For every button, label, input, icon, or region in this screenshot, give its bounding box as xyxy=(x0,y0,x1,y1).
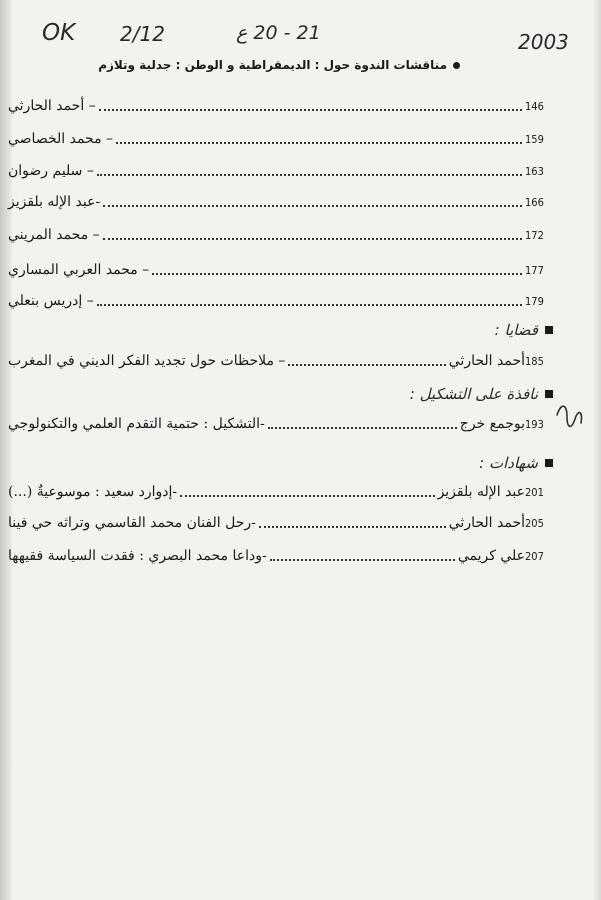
handwritten-issue-number: 2/12 xyxy=(120,22,165,46)
toc-entry xyxy=(8,289,553,313)
entry-page: 201 xyxy=(525,485,544,499)
section-heading-nafida xyxy=(410,385,553,403)
entry-page: 166 xyxy=(525,195,544,209)
entry-title: – أحمد الحارثي xyxy=(8,98,96,114)
entry-title: – سليم رضوان xyxy=(8,163,94,179)
bullet-icon xyxy=(453,62,460,69)
toc-entry xyxy=(8,480,553,504)
toc-entry xyxy=(8,94,553,118)
running-head-text: مناقشات الندوة حول : الديمقراطية و الوطن : جدلية وتلازم xyxy=(98,58,447,72)
square-bullet-icon xyxy=(545,326,553,334)
section-heading-qadaya xyxy=(495,321,553,339)
toc-entry xyxy=(8,223,553,247)
section-label: نافذة على التشكيل : xyxy=(409,385,538,403)
entry-page: 193 xyxy=(525,417,544,431)
dot-leader xyxy=(103,238,522,240)
toc-entry xyxy=(8,511,553,535)
dot-leader xyxy=(268,427,457,429)
entry-author: عبد الإله بلقزيز xyxy=(437,484,525,500)
dot-leader xyxy=(97,174,522,176)
entry-title: - إدوارد سعيد : موسوعيةٌ (...) xyxy=(8,484,177,500)
dot-leader xyxy=(288,364,445,366)
entry-author: علي كريمي xyxy=(457,548,525,564)
section-label: شهادات : xyxy=(479,454,538,472)
entry-title: – محمد المريني xyxy=(8,227,100,243)
page-edge xyxy=(593,0,601,900)
toc-entry xyxy=(8,349,553,373)
entry-page: 146 xyxy=(525,99,544,113)
square-bullet-icon xyxy=(545,459,553,467)
entry-title: - عبد الإله بلقزيز xyxy=(8,194,100,210)
entry-author: بوجمع خرج xyxy=(459,416,525,432)
entry-author: أحمد الحارثي xyxy=(448,515,525,531)
entry-page: 185 xyxy=(525,354,544,368)
dot-leader xyxy=(180,495,434,497)
entry-page: 179 xyxy=(525,294,544,308)
entry-page: 159 xyxy=(525,132,544,146)
section-label: قضايا : xyxy=(494,321,538,339)
running-head xyxy=(60,58,460,72)
dot-leader xyxy=(152,273,522,275)
toc-entry xyxy=(8,258,553,282)
entry-page: 207 xyxy=(525,549,544,563)
entry-title: – محمد الخصاصي xyxy=(8,131,113,147)
dot-leader xyxy=(270,559,455,561)
entry-title: – محمد العربي المساري xyxy=(8,262,149,278)
entry-author: أحمد الحارثي xyxy=(448,353,525,369)
toc-entry xyxy=(8,127,553,151)
toc-entry xyxy=(8,159,553,183)
entry-title: - رحل الفنان محمد القاسمي وتراثه حي فينا xyxy=(8,515,256,531)
handwritten-margin-mark xyxy=(553,397,587,437)
dot-leader xyxy=(103,205,522,207)
toc-entry xyxy=(8,544,553,568)
entry-page: 163 xyxy=(525,164,544,178)
entry-title: – إدريس بنعلي xyxy=(8,293,94,309)
dot-leader xyxy=(116,142,522,144)
entry-page: 177 xyxy=(525,263,544,277)
entry-page: 172 xyxy=(525,228,544,242)
toc-entry xyxy=(8,190,553,214)
section-heading-shahadat xyxy=(479,454,553,472)
toc-entry xyxy=(8,412,553,436)
dot-leader xyxy=(97,304,522,306)
entry-title: – ملاحظات حول تجديد الفكر الديني في المغرب xyxy=(8,353,285,369)
entry-page: 205 xyxy=(525,516,544,530)
handwritten-year: 2003 xyxy=(518,30,569,54)
dot-leader xyxy=(259,526,446,528)
square-bullet-icon xyxy=(545,390,553,398)
dot-leader xyxy=(99,109,522,111)
entry-title: - التشكيل : حتمية التقدم العلمي والتكنولوجي xyxy=(8,416,265,432)
handwritten-page-range: 21 - 20 ع xyxy=(236,22,321,44)
handwritten-ok: OK xyxy=(42,20,76,46)
entry-title: - وداعا محمد البصري : فقدت السياسة فقيهها xyxy=(8,548,267,564)
